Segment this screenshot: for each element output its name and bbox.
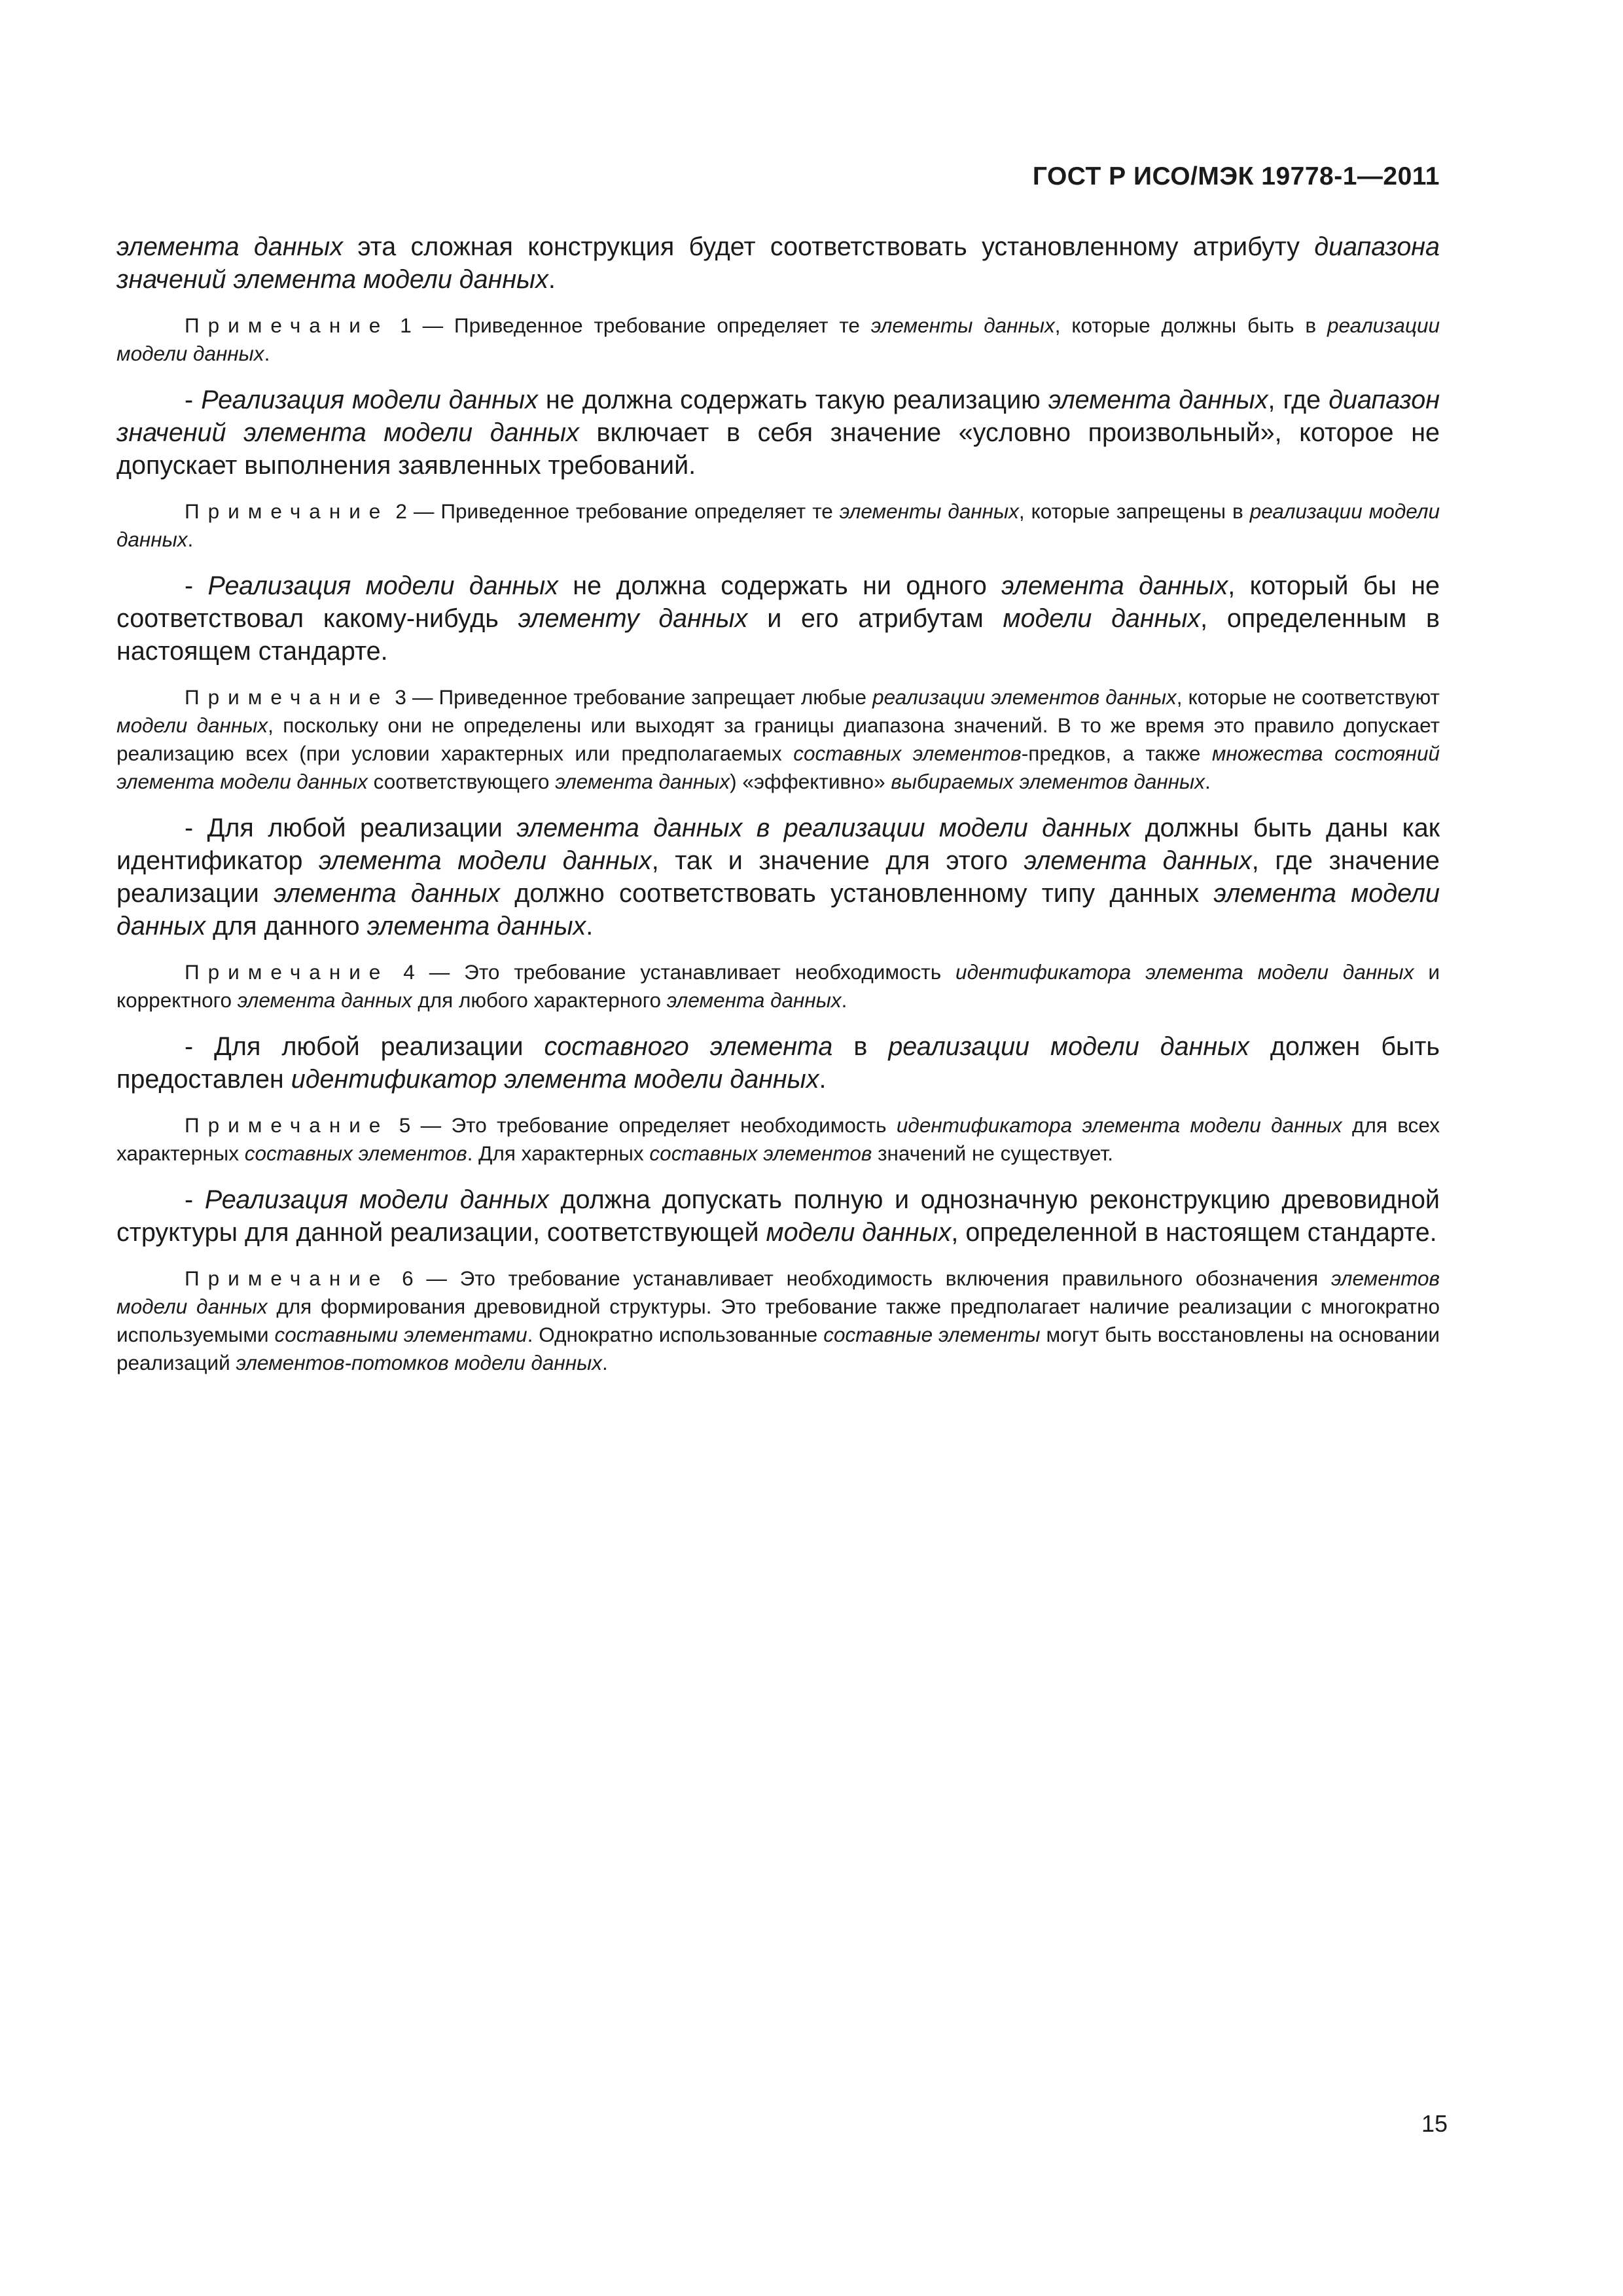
text-run: , которые не соответствуют (1176, 685, 1440, 709)
text-run: Приведенное требование определяет те (454, 314, 871, 337)
italic-term: элемента модели данных (319, 846, 652, 875)
italic-term: составных элементов (793, 742, 1022, 765)
italic-term: диапазона значений элемента модели данных (116, 232, 1440, 294)
text-run: включает в себя значение «условно произвольный», которое не допускает выполнения заявленных требований. (116, 418, 1440, 480)
note-number: 2 (395, 499, 407, 523)
italic-term: составных элементов (244, 1141, 467, 1165)
text-run: - Для любой реализации (185, 814, 517, 842)
body-paragraph (116, 384, 1440, 482)
note-label: Примечание (185, 960, 389, 984)
text-run: , который бы не соответствовал какому-нибудь (116, 571, 1440, 633)
italic-term: идентификатор элемента модели данных (291, 1065, 819, 1094)
note-paragraph: Примечание 2 — Приведенное требование определяет те элементы данных, которые запрещены в реализации модели данных. (116, 499, 1440, 551)
body-paragraph (116, 230, 1440, 296)
note-number: 4 (403, 960, 415, 984)
italic-term: элементу данных (518, 604, 748, 633)
italic-term: реализации элементов данных (872, 685, 1177, 709)
text-run: Это требование устанавливает необходимость (464, 960, 956, 984)
note-paragraph: Примечание 3 — Приведенное требование запрещает любые реализации элементов данных, которые не соответствуют модели данных, поскольку они не определены или выходят за границы диапазона значений. В то же время это правило допускает реализацию всех (при условии характерных или предполагаемых составных элементов-предков, а также множества состояний элемента модели данных соответствующего элемента данных) «эффективно» выбираемых элементов данных. (116, 685, 1440, 793)
text-run: . Однократно использованные (527, 1323, 824, 1346)
text-run: соответствующего (367, 770, 556, 793)
text-run: , так и значение для этого (651, 846, 1024, 875)
italic-term: Реализация модели данных (207, 571, 558, 600)
text-run: должно соответствовать установленному типу данных (500, 879, 1214, 908)
text-run: , определенной в настоящем стандарте. (951, 1218, 1437, 1247)
text-run: для любого характерного (412, 988, 667, 1012)
italic-term: элементов-потомков модели данных (236, 1351, 602, 1374)
page-number: 15 (1421, 2110, 1448, 2137)
italic-term: элемента данных (274, 879, 501, 908)
text-run: . (586, 912, 594, 941)
text-run: Это требование устанавливает необходимость включения правильного обозначения (459, 1266, 1331, 1290)
text-run: , где (1268, 386, 1329, 414)
text-run: . (1204, 770, 1211, 793)
text-run: . (841, 988, 847, 1012)
italic-term: элемента данных (666, 988, 842, 1012)
note-label: Примечание (185, 314, 389, 337)
text-run: должна допускать полную и однозначную реконструкцию древовидной структуры для данной реализации, соответствующей (116, 1185, 1440, 1247)
text-run: Приведенное требование определяет те (440, 499, 840, 523)
italic-term: Реализация модели данных (201, 386, 538, 414)
text-run: , которые запрещены в (1018, 499, 1250, 523)
italic-term: элементов модели данных (116, 1266, 1440, 1318)
italic-term: элементы данных (870, 314, 1055, 337)
body-paragraph (116, 812, 1440, 942)
italic-term: элемента данных (1024, 846, 1252, 875)
text-run: - Для любой реализации (185, 1032, 544, 1061)
note-label: Примечание (185, 685, 389, 709)
text-run: значений не существует. (872, 1141, 1114, 1165)
italic-term: выбираемых элементов данных (891, 770, 1205, 793)
italic-term: элемента данных (1048, 386, 1268, 414)
text-run: могут быть восстановлены на основании реализаций (116, 1323, 1440, 1374)
italic-term: модели данных (116, 713, 268, 737)
italic-term: реализации модели данных (888, 1032, 1249, 1061)
text-run: не должна содержать ни одного (558, 571, 1002, 600)
text-run: . (264, 342, 270, 365)
note-label: Примечание (185, 1266, 389, 1290)
italic-term: множества состояний элемента модели данных (116, 742, 1440, 793)
text-run: . (187, 528, 194, 551)
italic-term: элемента данных в реализации модели данных (516, 814, 1132, 842)
body-paragraph (116, 569, 1440, 668)
text-run: и его атрибутам (747, 604, 1003, 633)
note-number: 3 (395, 685, 406, 709)
italic-term: диапазон значений элемента модели данных (116, 386, 1440, 447)
text-run: должен быть предоставлен (116, 1032, 1440, 1094)
text-run: , где значение реализации (116, 846, 1440, 908)
page-body (116, 230, 1440, 1393)
body-paragraph (116, 1183, 1440, 1249)
text-run: для формирования древовидной структуры. Это требование также предполагает наличие реализации с многократно используемыми (116, 1295, 1440, 1346)
text-run: Приведенное требование запрещает любые (438, 685, 873, 709)
text-run: . (602, 1351, 608, 1374)
text-run: - (185, 1185, 205, 1214)
text-run: , которые должны быть в (1054, 314, 1327, 337)
italic-term: составного элемента (544, 1032, 833, 1061)
italic-term: реализации модели данных (116, 499, 1440, 551)
text-run: . Для характерных (467, 1141, 650, 1165)
text-run: - (185, 571, 208, 600)
italic-term: элемента данных (237, 988, 412, 1012)
italic-term: элемента данных (1001, 571, 1228, 600)
note-number: 1 (400, 314, 412, 337)
italic-term: идентификатора элемента модели данных (896, 1113, 1342, 1137)
text-run: для всех характерных (116, 1113, 1440, 1165)
italic-term: составных элементов (649, 1141, 872, 1165)
italic-term: модели данных (1003, 604, 1201, 633)
document-header: ГОСТ Р ИСО/МЭК 19778-1—2011 (1032, 162, 1440, 190)
text-run: . (819, 1065, 827, 1094)
text-run: для данного (205, 912, 367, 941)
text-run: - (185, 386, 202, 414)
note-label: Примечание (185, 1113, 389, 1137)
text-run: в (832, 1032, 889, 1061)
note-number: 5 (399, 1113, 411, 1137)
italic-term: элемента модели данных (116, 879, 1440, 941)
note-number: 6 (402, 1266, 414, 1290)
text-run: . (548, 265, 556, 294)
body-paragraph (116, 1030, 1440, 1096)
text-run: и корректного (116, 960, 1440, 1012)
note-paragraph: Примечание 1 — Приведенное требование определяет те элементы данных, которые должны быть в реализации модели данных. (116, 314, 1440, 365)
italic-term: элементы данных (839, 499, 1019, 523)
note-paragraph: Примечание 6 — Это требование устанавливает необходимость включения правильного обозначения элементов модели данных для формирования древовидной структуры. Это требование также предполагает наличие реализации с многократно используемыми составными элементами. Однократно использованные составные элементы могут быть восстановлены на основании реализаций элементов-потомков модели данных. (116, 1266, 1440, 1374)
italic-term: элемента данных (555, 770, 730, 793)
text-run: не должна содержать такую реализацию (537, 386, 1048, 414)
italic-term: элемента данных (116, 232, 343, 261)
text-run: , определенным в настоящем стандарте. (116, 604, 1440, 666)
italic-term: элемента данных (366, 912, 586, 941)
italic-term: Реализация модели данных (204, 1185, 549, 1214)
text-run: ) «эффективно» (730, 770, 891, 793)
italic-term: реализации модели данных (116, 314, 1440, 365)
text-run: эта сложная конструкция будет соответствовать установленному атрибуту (343, 232, 1315, 261)
italic-term: идентификатора элемента модели данных (955, 960, 1414, 984)
note-label: Примечание (185, 499, 389, 523)
text-run: -предков, а также (1021, 742, 1212, 765)
text-run: должны быть даны как идентификатор (116, 814, 1440, 875)
italic-term: составными элементами (274, 1323, 527, 1346)
note-paragraph: Примечание 4 — Это требование устанавливает необходимость идентификатора элемента модели данных и корректного элемента данных для любого характерного элемента данных. (116, 960, 1440, 1012)
italic-term: составные элементы (823, 1323, 1041, 1346)
text-run: Это требование определяет необходимость (451, 1113, 897, 1137)
text-run: , поскольку они не определены или выходят за границы диапазона значений. В то же время это правило допускает реализацию всех (при условии характерных или предполагаемых (116, 713, 1440, 765)
note-paragraph: Примечание 5 — Это требование определяет необходимость идентификатора элемента модели данных для всех характерных составных элементов. Для характерных составных элементов значений не существует. (116, 1113, 1440, 1165)
italic-term: модели данных (766, 1218, 952, 1247)
